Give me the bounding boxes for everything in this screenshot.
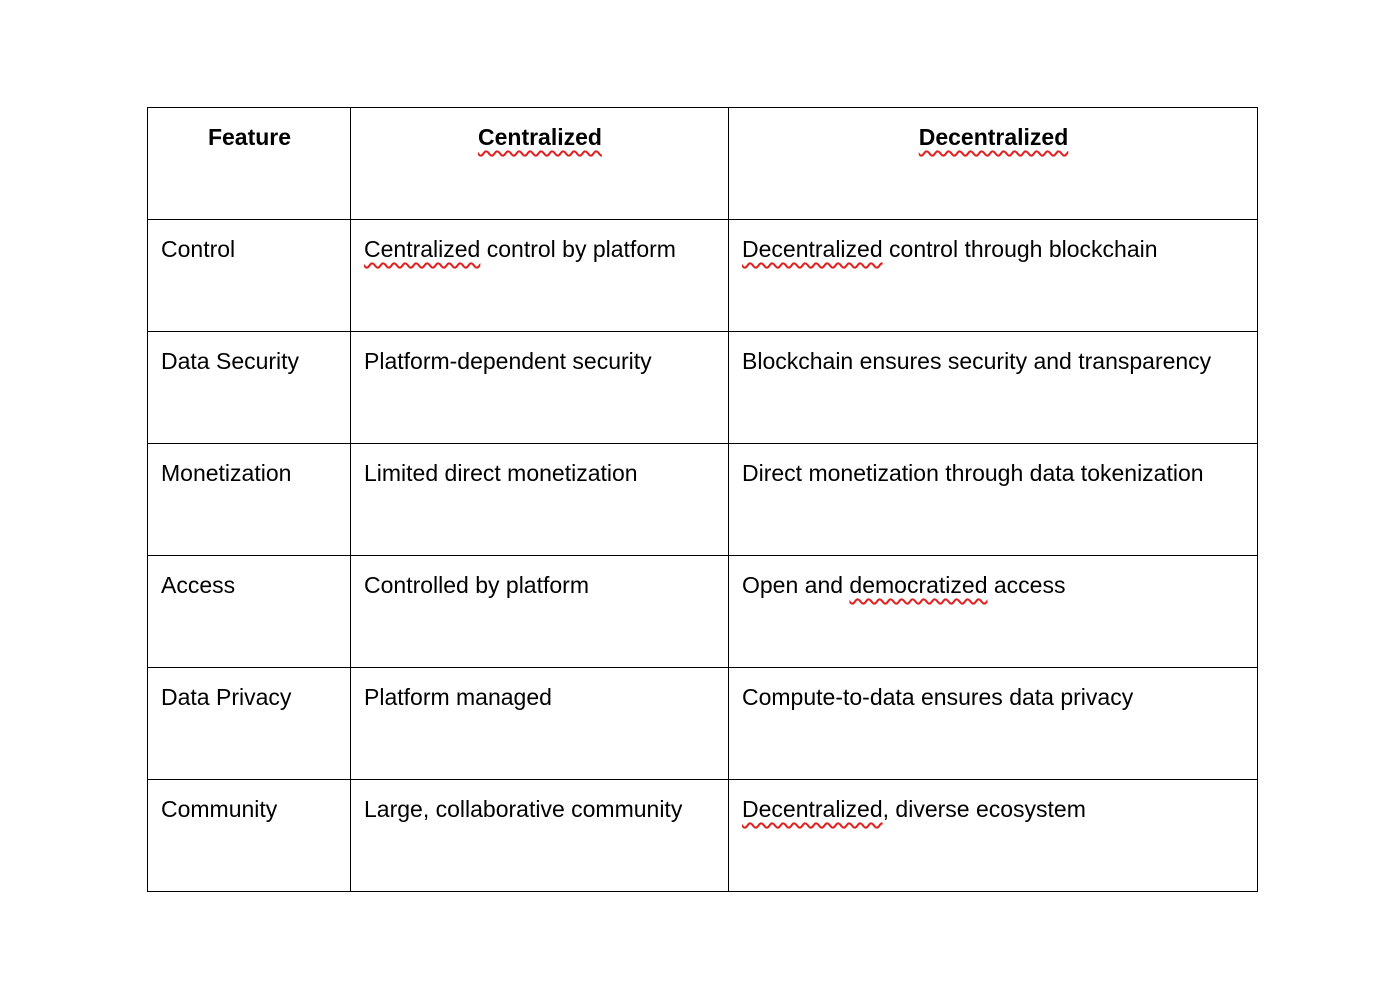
cell-feature (148, 780, 351, 892)
cell-text: access (987, 572, 1066, 598)
spellcheck-word: democratized (849, 572, 988, 598)
cell-decentralized (729, 780, 1258, 892)
header-decentralized (729, 108, 1258, 220)
cell-text: Platform managed (364, 684, 552, 710)
cell-text: control by platform (480, 236, 676, 262)
cell-text: , diverse ecosystem (882, 796, 1086, 822)
cell-text: Monetization (161, 460, 292, 486)
comparison-table (147, 107, 1258, 892)
cell-centralized (351, 444, 729, 556)
cell-text: Control (161, 236, 236, 262)
cell-feature (148, 556, 351, 668)
header-feature (148, 108, 351, 220)
cell-centralized (351, 780, 729, 892)
cell-centralized (351, 220, 729, 332)
cell-decentralized (729, 668, 1258, 780)
spellcheck-word: Decentralized (742, 796, 883, 822)
cell-feature (148, 444, 351, 556)
cell-centralized (351, 668, 729, 780)
cell-text: Limited direct monetization (364, 460, 638, 486)
cell-centralized (351, 556, 729, 668)
cell-text: Access (161, 572, 236, 598)
table-row (148, 780, 1258, 892)
header-row (148, 108, 1258, 220)
cell-text: control through blockchain (882, 236, 1158, 262)
header-centralized (351, 108, 729, 220)
table-row (148, 556, 1258, 668)
cell-feature (148, 332, 351, 444)
cell-decentralized (729, 444, 1258, 556)
cell-text: Large, collaborative community (364, 796, 683, 822)
cell-text: Direct monetization through data tokenization (742, 460, 1204, 486)
spellcheck-word: Centralized (364, 236, 481, 262)
cell-text: Data Security (161, 348, 300, 374)
spellcheck-word: Decentralized (742, 236, 883, 262)
cell-text: Blockchain ensures security and transparency (742, 348, 1212, 374)
cell-decentralized (729, 220, 1258, 332)
cell-decentralized (729, 556, 1258, 668)
table-row (148, 332, 1258, 444)
header-feature-label: Feature (207, 124, 292, 150)
cell-centralized (351, 332, 729, 444)
cell-text: Compute-to-data ensures data privacy (742, 684, 1134, 710)
cell-text: Controlled by platform (364, 572, 589, 598)
cell-text: Data Privacy (161, 684, 292, 710)
table-row (148, 444, 1258, 556)
cell-text: Platform-dependent security (364, 348, 652, 374)
cell-text: Open and (742, 572, 850, 598)
cell-feature (148, 220, 351, 332)
header-centralized-label: Centralized (478, 124, 602, 150)
cell-text: Community (161, 796, 278, 822)
header-decentralized-label: Decentralized (918, 124, 1069, 150)
cell-feature (148, 668, 351, 780)
table-row (148, 668, 1258, 780)
table-row (148, 220, 1258, 332)
cell-decentralized (729, 332, 1258, 444)
